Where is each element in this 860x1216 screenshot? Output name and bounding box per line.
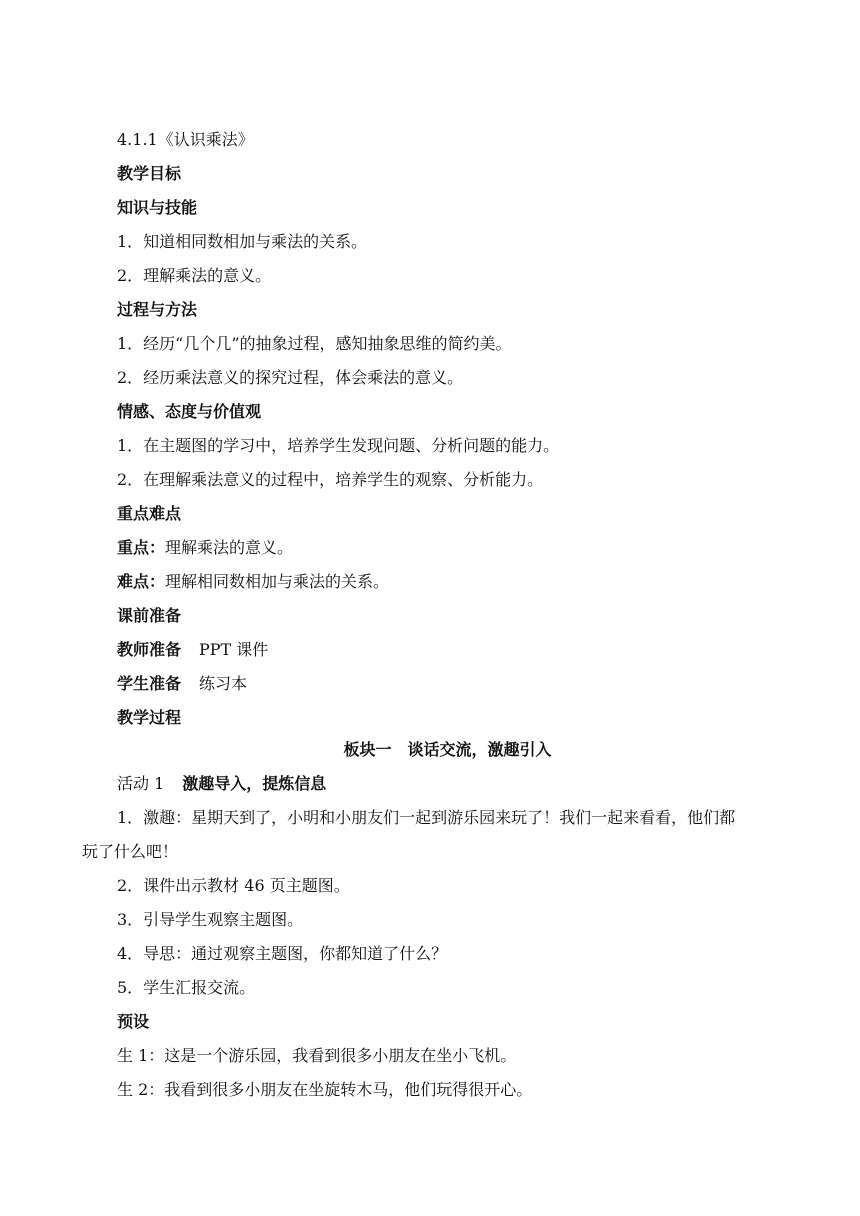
knowledge-item-2: 2．理解乘法的意义。 bbox=[117, 266, 272, 285]
focus-line bbox=[117, 538, 293, 558]
student-prep-label: 学生准备 bbox=[117, 674, 182, 693]
knowledge-heading: 知识与技能 bbox=[117, 198, 198, 217]
focus-text: 理解乘法的意义。 bbox=[165, 538, 294, 557]
student-prep-value: 练习本 bbox=[199, 674, 248, 693]
step-3: 3．引导学生观察主题图。 bbox=[117, 910, 304, 929]
step-5: 5．学生汇报交流。 bbox=[117, 978, 256, 997]
goals-heading: 教学目标 bbox=[117, 164, 182, 183]
activity-label: 活动 1 bbox=[117, 774, 165, 793]
activity-line bbox=[117, 774, 326, 794]
step-2: 2．课件出示教材 46 页主题图。 bbox=[117, 876, 350, 895]
process-heading: 过程与方法 bbox=[117, 300, 198, 319]
knowledge-item-1: 1．知道相同数相加与乘法的关系。 bbox=[117, 232, 368, 251]
process-item-1: 1．经历“几个几”的抽象过程，感知抽象思维的简约美。 bbox=[117, 334, 512, 353]
preset-line-1: 生 1：这是一个游乐园，我看到很多小朋友在坐小飞机。 bbox=[117, 1046, 517, 1065]
section-title: 板块一 谈话交流，激趣引入 bbox=[343, 740, 552, 759]
process-item-2: 2．经历乘法意义的探究过程，体会乘法的意义。 bbox=[117, 368, 464, 387]
difficulty-label: 难点： bbox=[117, 572, 166, 591]
emotion-heading: 情感、态度与价值观 bbox=[117, 402, 262, 421]
difficulty-text: 理解相同数相加与乘法的关系。 bbox=[165, 572, 390, 591]
preset-heading: 预设 bbox=[117, 1012, 150, 1031]
document-title: 4.1.1《认识乘法》 bbox=[117, 130, 254, 149]
student-prep-line bbox=[117, 674, 247, 694]
difficulty-line bbox=[117, 572, 389, 592]
focus-label: 重点： bbox=[117, 538, 166, 557]
teacher-prep-line bbox=[117, 640, 268, 660]
key-heading: 重点难点 bbox=[117, 504, 182, 523]
preset-line-2: 生 2：我看到很多小朋友在坐旋转木马，他们玩得很开心。 bbox=[117, 1080, 533, 1099]
step-1-line-2: 玩了什么吧！ bbox=[82, 842, 179, 861]
step-1-line-1: 1．激趣：星期天到了，小明和小朋友们一起到游乐园来玩了！我们一起来看看，他们都 bbox=[117, 808, 736, 827]
step-4: 4．导思：通过观察主题图，你都知道了什么？ bbox=[117, 944, 448, 963]
procedure-heading: 教学过程 bbox=[117, 708, 182, 727]
prep-heading: 课前准备 bbox=[117, 606, 182, 625]
activity-title: 激趣导入，提炼信息 bbox=[182, 774, 327, 793]
emotion-item-2: 2．在理解乘法意义的过程中，培养学生的观察、分析能力。 bbox=[117, 470, 544, 489]
emotion-item-1: 1．在主题图的学习中，培养学生发现问题、分析问题的能力。 bbox=[117, 436, 560, 455]
teacher-prep-value: PPT 课件 bbox=[199, 640, 269, 659]
teacher-prep-label: 教师准备 bbox=[117, 640, 182, 659]
